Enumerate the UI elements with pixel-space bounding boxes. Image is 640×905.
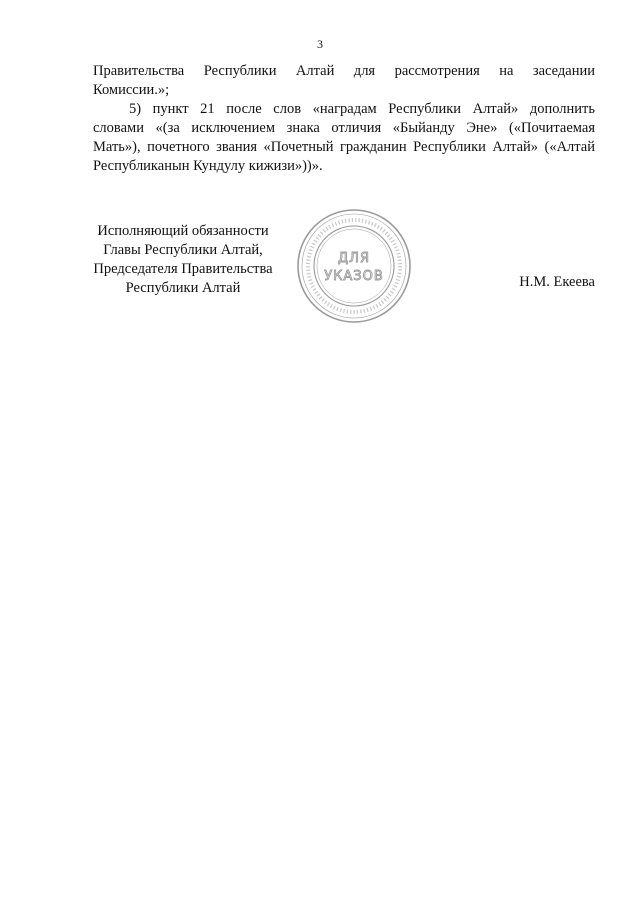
paragraph-line: Республиканын Кундулу кижизи»))». (93, 158, 323, 174)
stamp-text-top: ДЛЯ (338, 251, 370, 266)
signer-name: Н.М. Екеева (519, 274, 595, 290)
signatory-title (70, 222, 296, 298)
paragraph-line: Мать»), почетного звания «Почетный гражданин Республики Алтай» («Алтай (93, 139, 595, 155)
paragraph-line: 5) пункт 21 после слов «наградам Республики Алтай» дополнить (129, 101, 595, 117)
stamp-seal (295, 207, 413, 325)
signatory-title-line: Республики Алтай (125, 280, 241, 296)
stamp-text-bottom: УКАЗОВ (324, 269, 384, 284)
paragraph-item-5 (93, 100, 595, 176)
paragraph-commission (93, 62, 595, 100)
paragraph-line: Комиссии.»; (93, 82, 170, 98)
signatory-title-line: Главы Республики Алтай, (103, 242, 263, 258)
page-number: 3 (317, 37, 323, 51)
paragraph-line: Правительства Республики Алтай для рассмотрения на заседании (93, 63, 595, 79)
signatory-title-line: Председателя Правительства (93, 261, 273, 277)
document-body (93, 62, 595, 176)
signatory-title-line: Исполняющий обязанности (97, 223, 269, 239)
paragraph-line: словами «(за исключением знака отличия «Быйанду Эне» («Почитаемая (93, 120, 595, 136)
